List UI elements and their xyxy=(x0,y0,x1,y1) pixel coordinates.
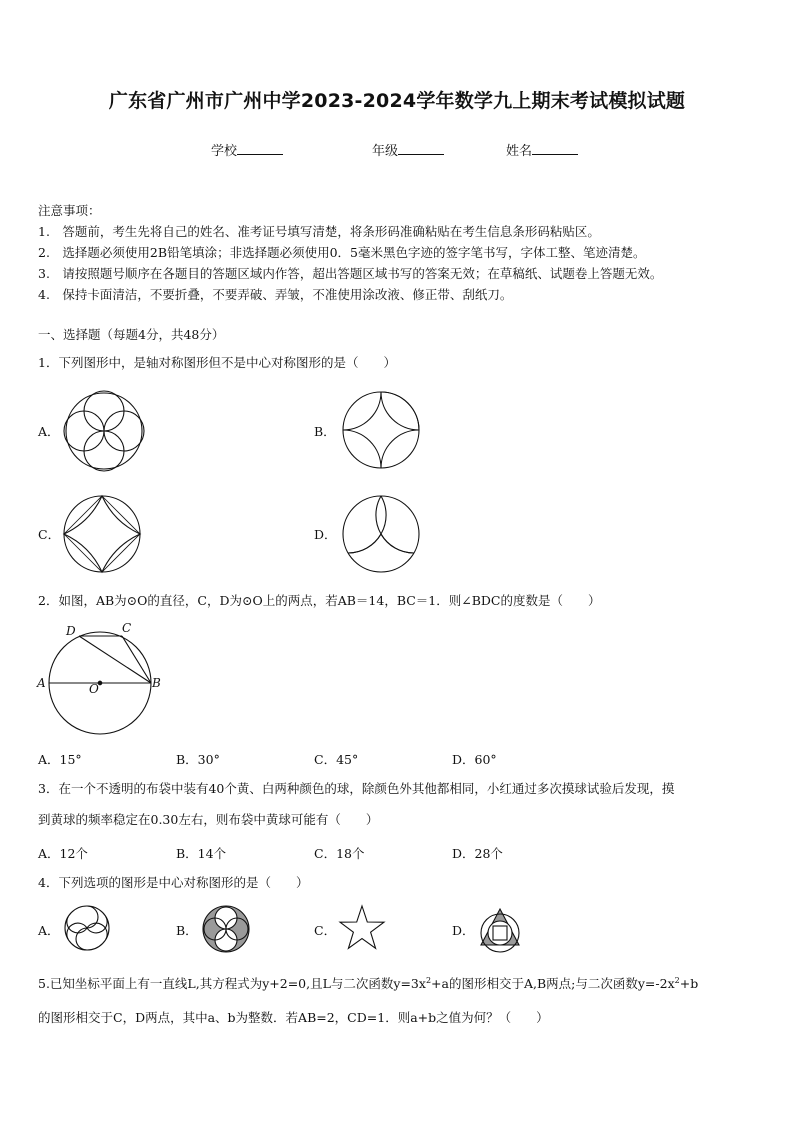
q2-label-c: C xyxy=(122,621,132,635)
q2-figure-circle xyxy=(36,620,166,735)
notice-item: 1. 答题前，考生先将自己的姓名、准考证号填写清楚，将条形码准确粘贴在考生信息条形码粘贴区。 xyxy=(38,224,600,239)
grade-field[interactable] xyxy=(372,140,444,159)
grade-blank[interactable] xyxy=(398,142,444,155)
q5-text-a: 5.已知坐标平面上有一直线L,其方程式为y+2=0,且L与二次函数y=3x xyxy=(38,976,426,992)
question-1-stem: 1．下列图形中，是轴对称图形但不是中心对称图形的是（ ） xyxy=(38,355,396,370)
q1-option-a[interactable]: A． xyxy=(38,424,60,439)
q3-option-c[interactable]: C．18个 xyxy=(314,846,365,861)
q1-option-c[interactable]: C． xyxy=(38,527,61,542)
school-label: 学校 xyxy=(211,144,238,159)
question-2-stem: 2．如图，AB为⊙O的直径，C，D为⊙O上的两点，若AB＝14，BC＝1．则∠BDC的度数是（ ） xyxy=(38,593,601,608)
q4-option-d[interactable]: D． xyxy=(452,923,475,938)
q2-label-o: O xyxy=(89,682,99,696)
q5-text-c: +b xyxy=(679,976,699,992)
grade-label: 年级 xyxy=(372,144,399,159)
q1-figure-a xyxy=(64,391,144,471)
q2-label-a: A xyxy=(37,676,46,690)
q2-label-d: D xyxy=(66,624,76,638)
question-5-stem-line1 xyxy=(38,973,698,992)
question-3-stem-line1: 3．在一个不透明的布袋中装有40个黄、白两种颜色的球，除颜色外其他都相同，小红通过多次摸球试验后发现，摸 xyxy=(38,781,675,796)
q3-option-a[interactable]: A．12个 xyxy=(38,846,88,861)
q5-sup-2: 2 xyxy=(674,976,680,985)
q2-option-a[interactable]: A．15° xyxy=(38,752,82,767)
question-4-stem: 4．下列选项的图形是中心对称图形的是（ ） xyxy=(38,875,309,890)
q2-option-c[interactable]: C．45° xyxy=(314,752,359,767)
q1-option-d[interactable]: D． xyxy=(314,527,337,542)
name-blank[interactable] xyxy=(532,142,578,155)
section-heading: 一、选择题（每题4分，共48分） xyxy=(38,327,225,342)
q3-option-d[interactable]: D．28个 xyxy=(452,846,503,861)
q1-figure-d xyxy=(341,494,421,574)
question-3-stem-line2: 到黄球的频率稳定在0.30左右，则布袋中黄球可能有（ ） xyxy=(38,812,379,827)
q4-option-b[interactable]: B． xyxy=(176,923,198,938)
school-field[interactable] xyxy=(211,140,283,159)
page-title: 广东省广州市广州中学2023-2024学年数学九上期末考试模拟试题 xyxy=(108,90,686,112)
q3-option-b[interactable]: B．14个 xyxy=(176,846,227,861)
q2-label-b: B xyxy=(152,676,161,690)
notice-item: 4. 保持卡面清洁，不要折叠，不要弄破、弄皱，不准使用涂改液、修正带、刮纸刀。 xyxy=(38,287,513,302)
q4-option-a[interactable]: A． xyxy=(38,923,60,938)
q1-figure-b xyxy=(341,390,421,470)
name-label: 姓名 xyxy=(506,144,533,159)
q4-option-c[interactable]: C． xyxy=(314,923,337,938)
q4-figure-b xyxy=(202,905,250,953)
notice-item: 3. 请按照题号顺序在各题目的答题区域内作答，超出答题区域书写的答案无效；在草稿纸、试题卷上答题无效。 xyxy=(38,266,663,281)
q2-option-b[interactable]: B．30° xyxy=(176,752,220,767)
school-blank[interactable] xyxy=(237,142,283,155)
notice-heading: 注意事项： xyxy=(38,203,101,218)
name-field[interactable] xyxy=(506,140,578,159)
q4-figure-d xyxy=(478,907,522,951)
q1-option-b[interactable]: B． xyxy=(314,424,336,439)
question-5-stem-line2: 的图形相交于C，D两点，其中a、b为整数．若AB=2，CD=1．则a+b之值为何？（ ） xyxy=(38,1010,549,1025)
q4-figure-c xyxy=(339,905,385,951)
q5-sup-1: 2 xyxy=(425,976,432,985)
q4-figure-a xyxy=(64,905,110,951)
q5-text-b: +a的图形相交于A,B两点;与二次函数y=-2x xyxy=(431,976,675,992)
q2-option-d[interactable]: D．60° xyxy=(452,752,497,767)
notice-item: 2. 选择题必须使用2B铅笔填涂；非选择题必须使用0．5毫米黑色字迹的签字笔书写，字体工整、笔迹清楚。 xyxy=(38,245,646,260)
q1-figure-c xyxy=(62,494,142,574)
